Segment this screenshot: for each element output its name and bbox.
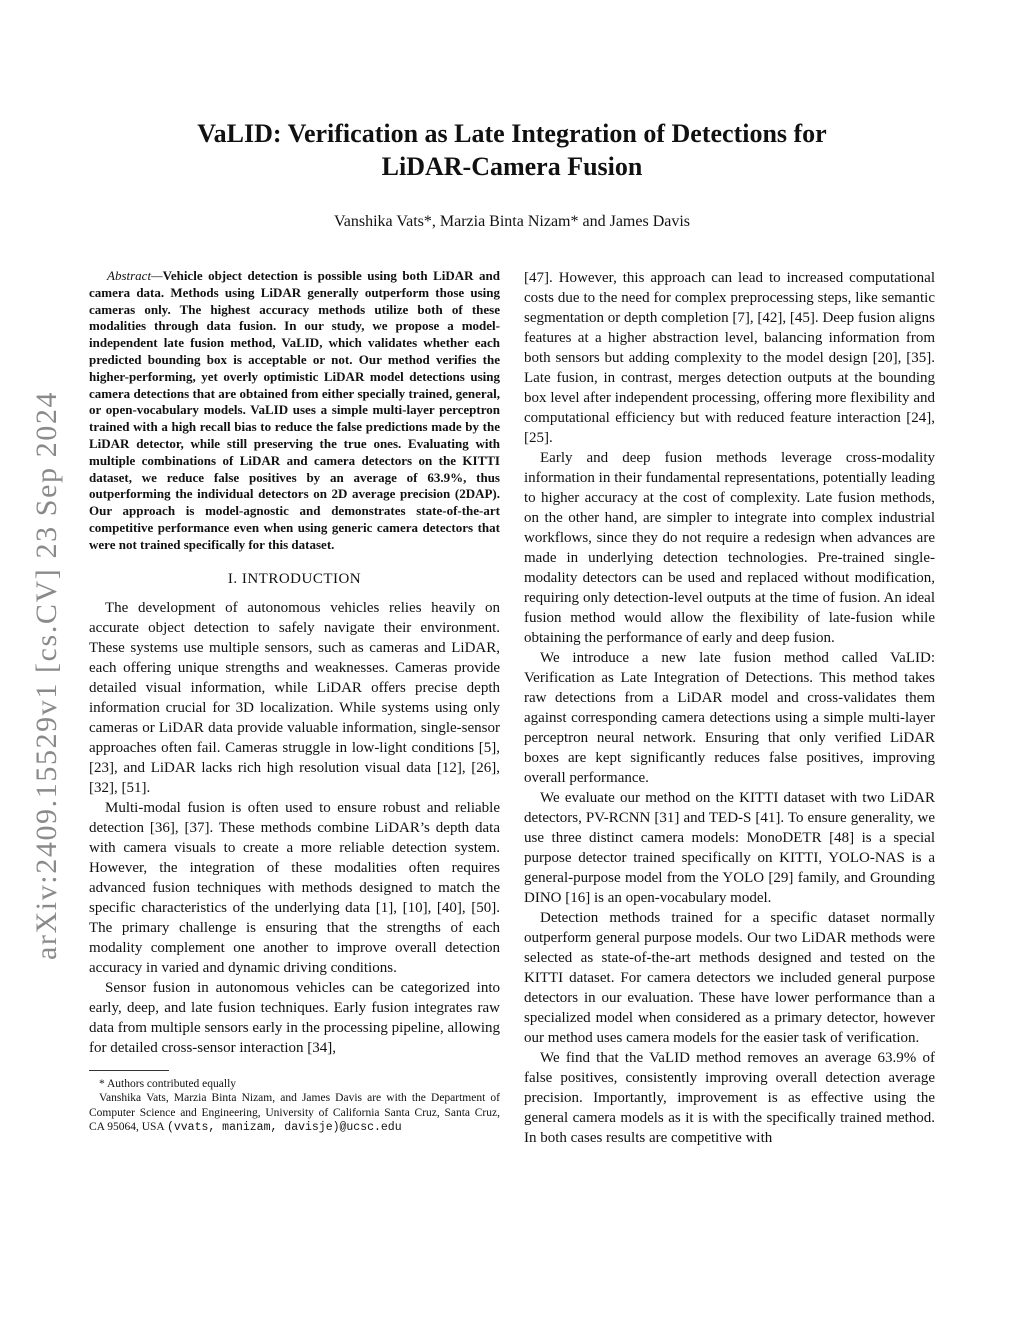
right-paragraph-4: We evaluate our method on the KITTI dataset with two LiDAR detectors, PV-RCNN [31] and TED-S [41]. To ensure generality, we use three distinct camera models: MonoDETR [48] is a special purpose detector trained specifically on KITTI, YOLO-NAS is a general-purpose model from the YOLO [29] family, and Grounding DINO [16] is an open-vocabulary model. (524, 790, 935, 906)
paper-title (120, 117, 904, 183)
title-line-2: LiDAR-Camera Fusion (381, 152, 643, 181)
right-paragraph-3: We introduce a new late fusion method called VaLID: Verification as Late Integration of Detections. This method takes raw detections from a LiDAR model and cross-validates them against corresponding camera detections using a simple multi-layer perceptron neural network. Ensuring that only verified LiDAR boxes are kept significantly reduces false positives, improving overall performance. (524, 650, 935, 786)
abstract-lead: Abstract— (107, 268, 163, 283)
right-column (524, 268, 935, 1148)
right-paragraph-1: [47]. However, this approach can lead to increased computational costs due to the need for complex preprocessing steps, like semantic segmentation or depth completion [7], [42], [45]. Deep fusion aligns features at a higher abstraction level, balancing information from both sensors but adding complexity to the model design [20], [35]. Late fusion, in contrast, merges detection outputs at the bounding box level after independent processing, offering more flexibility and computational efficiency but with reduced feature interaction [24], [25]. (524, 270, 935, 446)
right-paragraph-2: Early and deep fusion methods leverage cross-modality information in their fundamental representations, potentially leading to higher accuracy at the cost of complexity. Late fusion methods, on the other hand, are simpler to integrate into complex industrial workflows, since they do not require a redesign when advances are made in underlying detection technologies. Pre-trained single-modality detectors can be used and replaced without modification, requiring only detection-level outputs at the time of fusion. An ideal fusion method would allow the flexibility of late-fusion while obtaining the performance of early and deep fusion. (524, 450, 935, 646)
author-emails: (vvats, manizam, davisje)@ucsc.edu (166, 1121, 402, 1135)
intro-paragraph-2: Multi-modal fusion is often used to ensure robust and reliable detection [36], [37]. These methods combine LiDAR’s depth data with camera visuals to create a more reliable detection system. However, the integration of these modalities often requires advanced fusion techniques with methods designed to match the specific characteristics of the underlying data [1], [10], [40], [50]. The primary challenge is ensuring that the strengths of each modality complement one another to improve overall detection accuracy in varied and dynamic driving conditions. (89, 799, 500, 976)
author-list: Vanshika Vats*, Marzia Binta Nizam* and James Davis (333, 213, 691, 230)
section-heading-introduction: I. INTRODUCTION (227, 570, 362, 587)
abstract-text: Vehicle object detection is possible using both LiDAR and camera data. Methods using LiDAR generally outperform those using cameras only. The highest accuracy methods utilize both of these modalities through data fusion. In our study, we propose a model-independent late fusion method, VaLID, which validates whether each predicted bounding box is acceptable or not. Our method verifies the higher-performing, yet overly optimistic LiDAR model detections using camera detections that are obtained from either specially trained, general, or open-vocabulary models. VaLID uses a simple multi-layer perceptron trained with a high recall bias to reduce the false predictions made by the LiDAR detector, while still preserving the true ones. Evaluating with multiple combinations of LiDAR and camera detectors on the KITTI dataset, we reduce false positives by an average of 63.9%, thus outperforming the individual detectors on 2D average precision (2DAP). Our approach is model-agnostic and demonstrates state-of-the-art competitive performance even when using generic camera detectors that were not trained specifically for this dataset. (89, 268, 500, 552)
footnote-equal-contribution: * Authors contributed equally (99, 1077, 237, 1090)
left-column (89, 268, 500, 1136)
footnote-divider (89, 1070, 169, 1071)
right-paragraph-5: Detection methods trained for a specific dataset normally outperform general purpose models. Our two LiDAR methods were selected as state-of-the-art methods designed and tested on the KITTI dataset. For camera detectors we included general purpose detectors in our evaluation. These have lower performance than a specialized model when considered as a primary detector, however our method uses camera models for the easier task of verification. (524, 910, 935, 1046)
intro-paragraph-1: The development of autonomous vehicles relies heavily on accurate object detection to safely navigate their environment. These systems use multiple sensors, such as cameras and LiDAR, each offering unique strengths and weaknesses. Cameras provide detailed visual information, while LiDAR offers precise depth information crucial for 3D localization. While systems using only cameras or LiDAR data provide valuable information, single-sensor approaches often fail. Cameras struggle in low-light conditions [5], [23], and LiDAR lacks rich high resolution visual data [12], [26], [32], [51]. (89, 599, 500, 796)
right-paragraph-6: We find that the VaLID method removes an average 63.9% of false positives, consistently improving overall detection average precision. Importantly, improvement is as effective using the general camera models as it is with the specifically trained method. In both cases results are competitive with (524, 1050, 935, 1146)
abstract (89, 268, 500, 554)
arxiv-side-stamp: arXiv:2409.15529v1 [cs.CV] 23 Sep 2024 (30, 390, 63, 960)
intro-paragraph-3: Sensor fusion in autonomous vehicles can be categorized into early, deep, and late fusion techniques. Early fusion integrates raw data from multiple sensors early in the processing pipeline, allowing for detailed cross-sensor interaction [34], (89, 979, 500, 1056)
affiliation-text: Vanshika Vats, Marzia Binta Nizam, and James Davis are with the Department of Computer Science and Engineering, University of California Santa Cruz, Santa Cruz, CA 95064, USA (89, 1092, 500, 1134)
title-line-1: VaLID: Verification as Late Integration of Detections for (197, 119, 827, 148)
footnote-affiliation (89, 1091, 500, 1136)
